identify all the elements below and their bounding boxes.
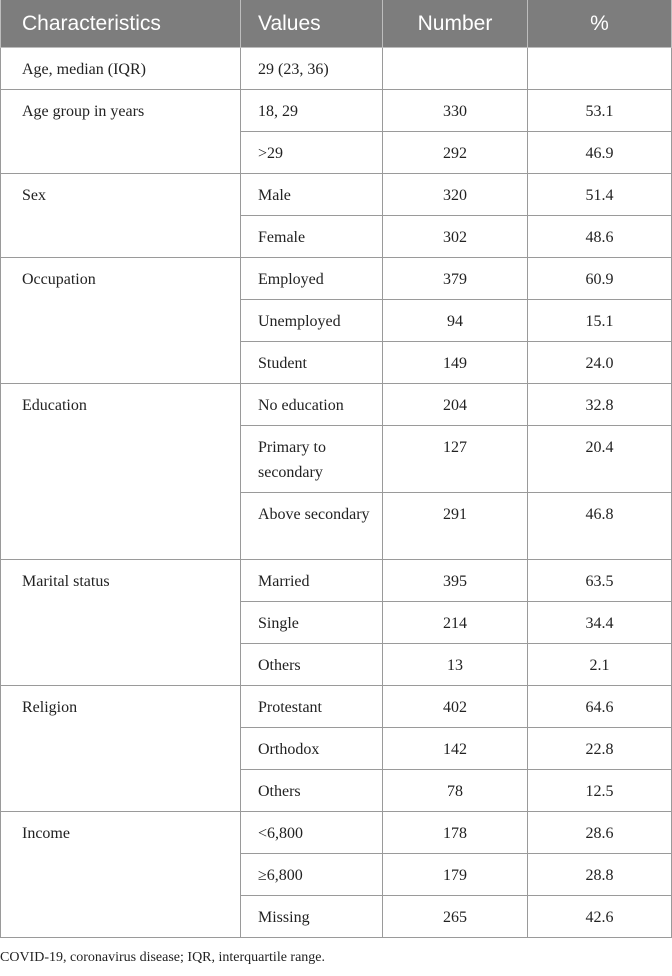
- percent-cell: 53.1: [528, 90, 672, 132]
- characteristic-cell: Sex: [1, 174, 241, 258]
- value-cell: <6,800: [241, 812, 383, 854]
- number-cell: 330: [383, 90, 528, 132]
- table-row: [1, 48, 672, 90]
- percent-cell: 12.5: [528, 770, 672, 812]
- characteristic-cell: Marital status: [1, 560, 241, 686]
- table-row: [1, 90, 672, 132]
- table-row: [1, 258, 672, 300]
- number-cell: 291: [383, 493, 528, 560]
- percent-cell: 20.4: [528, 426, 672, 493]
- table-row: [1, 686, 672, 728]
- characteristic-cell: Occupation: [1, 258, 241, 384]
- number-cell: 127: [383, 426, 528, 493]
- percent-cell: 63.5: [528, 560, 672, 602]
- value-cell: Married: [241, 560, 383, 602]
- percent-cell: 48.6: [528, 216, 672, 258]
- header-number: Number: [383, 0, 528, 48]
- number-cell: 94: [383, 300, 528, 342]
- value-cell: Orthodox: [241, 728, 383, 770]
- value-cell: 29 (23, 36): [241, 48, 383, 90]
- value-cell: No education: [241, 384, 383, 426]
- number-cell: 13: [383, 644, 528, 686]
- characteristic-cell: Income: [1, 812, 241, 938]
- number-cell: 265: [383, 896, 528, 938]
- header-row: [1, 0, 672, 48]
- value-cell: Primary to secondary: [241, 426, 383, 493]
- table-row: [1, 812, 672, 854]
- number-cell: 214: [383, 602, 528, 644]
- characteristic-cell: Education: [1, 384, 241, 560]
- number-cell: 142: [383, 728, 528, 770]
- table-row: [1, 384, 672, 426]
- table-row: [1, 174, 672, 216]
- percent-cell: 28.8: [528, 854, 672, 896]
- value-cell: Single: [241, 602, 383, 644]
- value-cell: Female: [241, 216, 383, 258]
- percent-cell: 42.6: [528, 896, 672, 938]
- number-cell: [383, 48, 528, 90]
- number-cell: 395: [383, 560, 528, 602]
- characteristic-cell: Age, median (IQR): [1, 48, 241, 90]
- value-cell: 18, 29: [241, 90, 383, 132]
- characteristic-cell: Religion: [1, 686, 241, 812]
- value-cell: Others: [241, 770, 383, 812]
- table-footnote: COVID-19, coronavirus disease; IQR, interquartile range.: [0, 950, 326, 965]
- number-cell: 78: [383, 770, 528, 812]
- number-cell: 402: [383, 686, 528, 728]
- percent-cell: 34.4: [528, 602, 672, 644]
- number-cell: 379: [383, 258, 528, 300]
- percent-cell: 51.4: [528, 174, 672, 216]
- percent-cell: 60.9: [528, 258, 672, 300]
- number-cell: 292: [383, 132, 528, 174]
- percent-cell: 24.0: [528, 342, 672, 384]
- header-percent: %: [528, 0, 672, 48]
- value-cell: Unemployed: [241, 300, 383, 342]
- header-characteristics: Characteristics: [1, 0, 241, 48]
- number-cell: 320: [383, 174, 528, 216]
- percent-cell: 22.8: [528, 728, 672, 770]
- percent-cell: 46.8: [528, 493, 672, 560]
- number-cell: 302: [383, 216, 528, 258]
- table-row: [1, 560, 672, 602]
- header-values: Values: [241, 0, 383, 48]
- number-cell: 179: [383, 854, 528, 896]
- value-cell: ≥6,800: [241, 854, 383, 896]
- value-cell: Male: [241, 174, 383, 216]
- percent-cell: 64.6: [528, 686, 672, 728]
- characteristic-cell: Age group in years: [1, 90, 241, 174]
- percent-cell: 28.6: [528, 812, 672, 854]
- value-cell: Protestant: [241, 686, 383, 728]
- percent-cell: 32.8: [528, 384, 672, 426]
- number-cell: 204: [383, 384, 528, 426]
- value-cell: Student: [241, 342, 383, 384]
- value-cell: Employed: [241, 258, 383, 300]
- value-cell: Above secondary: [241, 493, 383, 560]
- number-cell: 178: [383, 812, 528, 854]
- percent-cell: 46.9: [528, 132, 672, 174]
- value-cell: >29: [241, 132, 383, 174]
- value-cell: Missing: [241, 896, 383, 938]
- percent-cell: 15.1: [528, 300, 672, 342]
- percent-cell: [528, 48, 672, 90]
- value-cell: Others: [241, 644, 383, 686]
- number-cell: 149: [383, 342, 528, 384]
- percent-cell: 2.1: [528, 644, 672, 686]
